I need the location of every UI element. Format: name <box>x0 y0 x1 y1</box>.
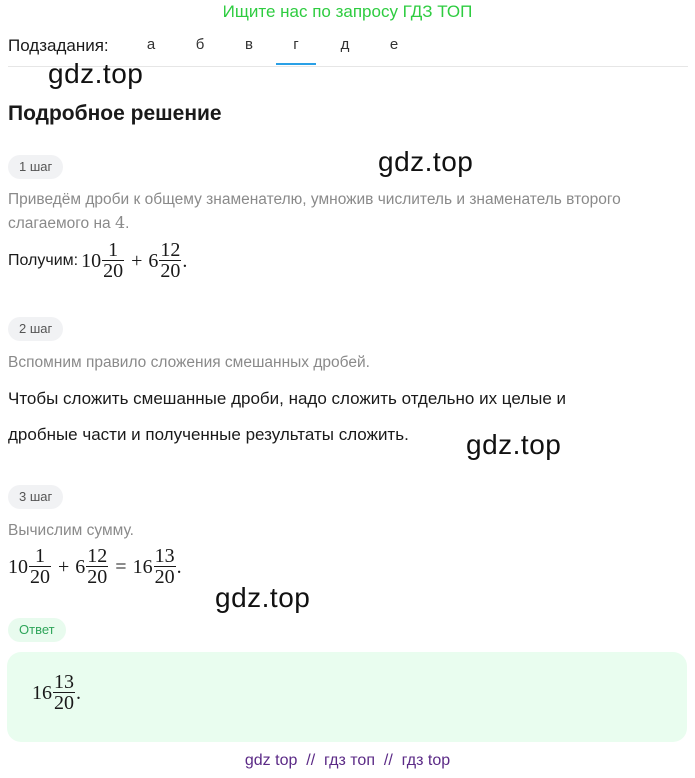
search-banner: Ищите нас по запросу ГДЗ ТОП <box>222 2 473 21</box>
step-1-text-end: . <box>125 215 130 232</box>
step-1-result <box>8 240 187 282</box>
fraction <box>102 240 124 282</box>
numerator: 1 <box>108 239 119 261</box>
period: . <box>176 555 182 578</box>
denominator: 20 <box>87 566 108 588</box>
subtasks-label: Подзадания: <box>8 36 109 55</box>
watermark: gdz.top <box>466 429 562 460</box>
whole-number: 16 <box>132 555 153 578</box>
numerator: 12 <box>160 239 181 261</box>
step-3-text: Вычислим сумму. <box>8 522 134 539</box>
whole-number: 6 <box>148 249 159 272</box>
denominator: 20 <box>54 692 74 714</box>
whole-number: 10 <box>8 555 28 578</box>
footer-text[interactable]: gdz top // гдз топ // гдз top <box>244 752 451 769</box>
step-3-sum <box>8 546 182 588</box>
fraction <box>29 546 51 588</box>
tab-b[interactable]: б <box>195 36 205 53</box>
numerator: 13 <box>154 545 175 567</box>
denominator: 20 <box>154 566 175 588</box>
step-1-text <box>8 188 678 235</box>
tab-e[interactable]: е <box>389 36 399 53</box>
footer-links[interactable] <box>0 752 695 770</box>
answer-box <box>7 652 687 742</box>
whole-number: 6 <box>75 555 86 578</box>
denominator: 20 <box>103 260 124 282</box>
step-1-badge: 1 шаг <box>8 155 63 179</box>
tab-d[interactable]: д <box>340 36 350 53</box>
rule-line-2: дробные части и полученные результаты сложить. <box>8 425 409 444</box>
answer-badge: Ответ <box>8 618 66 642</box>
step-1-text-main: Приведём дроби к общему знаменателю, умножив числитель и знаменатель второго слагаемого на <box>8 191 621 232</box>
denominator: 20 <box>30 566 50 588</box>
tab-a[interactable]: а <box>146 36 156 53</box>
fraction <box>154 546 176 588</box>
fraction <box>53 672 75 714</box>
watermark: gdz.top <box>378 146 474 177</box>
watermark: gdz.top <box>215 582 311 613</box>
equals-sign: = <box>115 555 127 578</box>
numerator: 1 <box>35 545 45 567</box>
period: . <box>76 681 81 704</box>
step-2-badge: 2 шаг <box>8 317 63 341</box>
tab-v[interactable]: в <box>245 36 253 53</box>
section-title: Подробное решение <box>8 102 222 125</box>
fraction <box>86 546 108 588</box>
plus-sign: + <box>58 555 70 578</box>
answer-value <box>32 672 81 714</box>
period: . <box>182 249 188 272</box>
denominator: 20 <box>160 260 181 282</box>
step-2-text: Вспомним правило сложения смешанных дробей. <box>8 354 370 371</box>
numerator: 12 <box>87 545 108 567</box>
watermark: gdz.top <box>48 58 144 89</box>
plus-sign: + <box>131 249 143 272</box>
fraction <box>159 240 181 282</box>
tab-g[interactable]: г <box>276 36 316 65</box>
whole-number: 16 <box>32 681 52 704</box>
whole-number: 10 <box>81 249 102 272</box>
step-1-result-label: Получим: <box>8 252 79 269</box>
rule-line-1: Чтобы сложить смешанные дроби, надо сложить отдельно их целые и <box>8 389 567 408</box>
numerator: 13 <box>54 671 74 693</box>
step-1-text-num: 4 <box>114 213 126 232</box>
step-3-badge: 3 шаг <box>8 485 63 509</box>
